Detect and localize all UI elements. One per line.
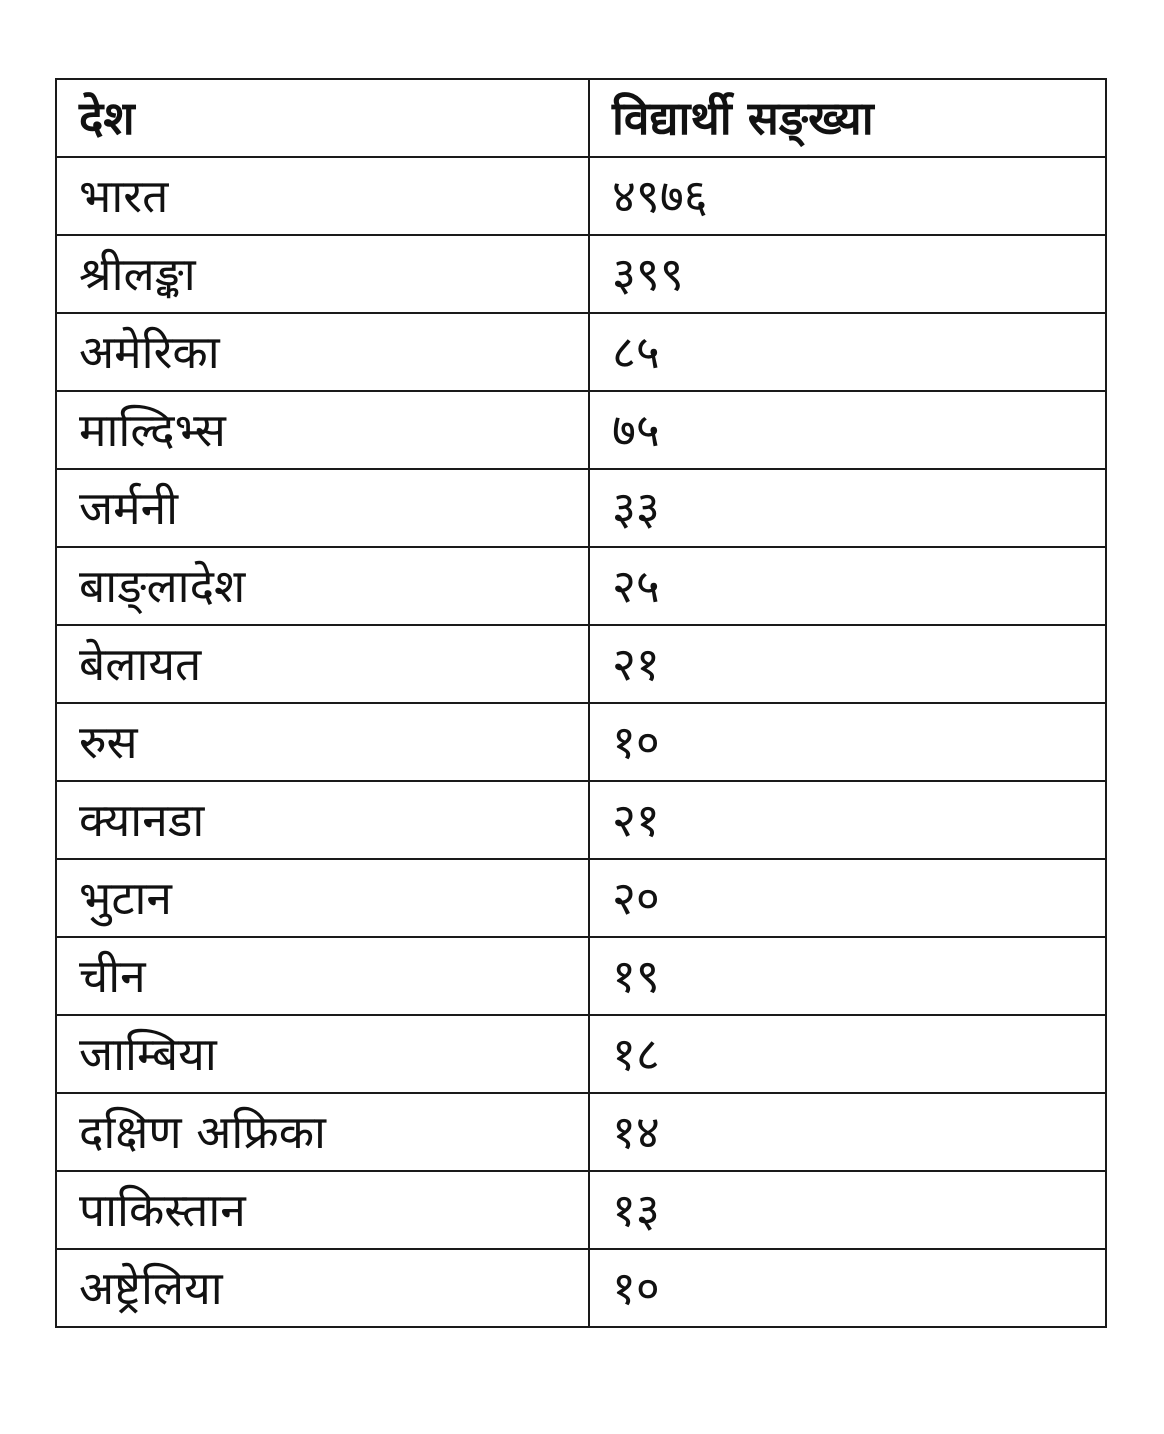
count-cell: ३९९ [589,235,1106,313]
country-cell: माल्दिभ्स [56,391,589,469]
country-cell: बाङ्लादेश [56,547,589,625]
table-row [56,1015,1106,1093]
student-count-table [55,78,1107,1328]
table-header-row [56,79,1106,157]
country-cell: जर्मनी [56,469,589,547]
table-row [56,625,1106,703]
count-cell: ८५ [589,313,1106,391]
table-row [56,1249,1106,1327]
table-row [56,937,1106,1015]
count-cell: १८ [589,1015,1106,1093]
country-cell: चीन [56,937,589,1015]
country-cell: श्रीलङ्का [56,235,589,313]
count-cell: २० [589,859,1106,937]
country-cell: दक्षिण अफ्रिका [56,1093,589,1171]
count-cell: २१ [589,625,1106,703]
table-row [56,859,1106,937]
count-cell: १४ [589,1093,1106,1171]
table-row [56,313,1106,391]
header-country: देश [56,79,589,157]
table-row [56,781,1106,859]
count-cell: २५ [589,547,1106,625]
table-row [56,157,1106,235]
country-cell: अष्ट्रेलिया [56,1249,589,1327]
country-cell: पाकिस्तान [56,1171,589,1249]
table-row [56,391,1106,469]
country-cell: रुस [56,703,589,781]
table-row [56,235,1106,313]
count-cell: ४९७६ [589,157,1106,235]
table-row [56,469,1106,547]
table-row [56,1171,1106,1249]
country-cell: भारत [56,157,589,235]
count-cell: १० [589,1249,1106,1327]
country-cell: भुटान [56,859,589,937]
country-cell: अमेरिका [56,313,589,391]
count-cell: १३ [589,1171,1106,1249]
country-cell: क्यानडा [56,781,589,859]
header-student-count: विद्यार्थी सङ्ख्या [589,79,1106,157]
table-row [56,703,1106,781]
country-cell: जाम्बिया [56,1015,589,1093]
count-cell: १० [589,703,1106,781]
count-cell: ३३ [589,469,1106,547]
count-cell: २१ [589,781,1106,859]
count-cell: १९ [589,937,1106,1015]
table-row [56,547,1106,625]
count-cell: ७५ [589,391,1106,469]
table-row [56,1093,1106,1171]
country-cell: बेलायत [56,625,589,703]
